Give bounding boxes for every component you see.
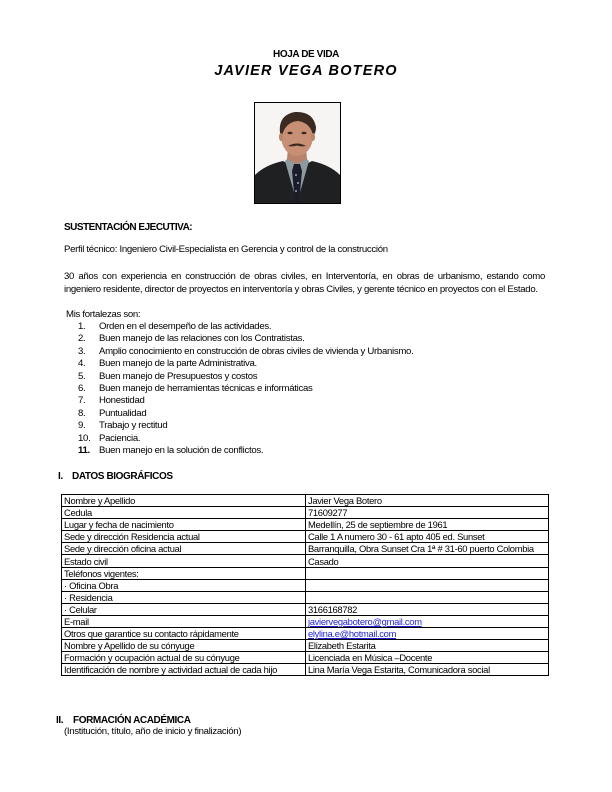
strength-text: Amplio conocimiento en construcción de obras civiles de vivienda y Urbanismo. (99, 345, 414, 357)
row-label: Sede y dirección Residencia actual (62, 531, 306, 543)
row-value: Medellín, 25 de septiembre de 1961 (305, 519, 548, 531)
strength-item (78, 445, 413, 457)
row-label: · Celular (62, 603, 306, 615)
row-label: Nombre y Apellido de su cónyuge (62, 640, 306, 652)
row-value: Javier Vega Botero (305, 495, 548, 507)
strength-text: Buen manejo de la parte Administrativa. (99, 358, 257, 370)
row-value: 3166168782 (305, 603, 548, 615)
strength-number: 2. (78, 333, 86, 345)
strength-item (78, 371, 413, 383)
academic-heading (56, 715, 191, 726)
strength-number: 1. (78, 321, 86, 332)
strength-number: 11. (78, 444, 90, 456)
biographical-heading (58, 471, 173, 482)
row-value (305, 567, 548, 579)
row-label: Teléfonos vigentes: (62, 567, 306, 579)
table-row (62, 615, 549, 627)
document-kicker: HOJA DE VIDA (273, 49, 339, 60)
row-label: Lugar y fecha de nacimiento (62, 519, 306, 531)
strength-item (78, 395, 413, 407)
strengths-title: Mis fortalezas son: (66, 309, 141, 320)
strength-item (78, 433, 413, 445)
table-row (62, 495, 549, 507)
academic-note: (Institución, título, año de inicio y finalización) (64, 726, 242, 737)
row-value: Barranquilla, Obra Sunset Cra 1ª # 31-60 puerto Colombia (305, 543, 548, 555)
row-label: Cedula (62, 507, 306, 519)
strength-number: 3. (78, 345, 86, 357)
table-row (62, 555, 549, 567)
row-label: Otros que garantice su contacto rápidamente (62, 628, 306, 640)
strength-number: 9. (78, 420, 86, 432)
row-label: Estado civil (62, 555, 306, 567)
row-label: · Residencia (62, 591, 306, 603)
strength-item (78, 383, 413, 395)
row-value: 71609277 (305, 507, 548, 519)
strength-number: 5. (78, 370, 86, 382)
table-row (62, 567, 549, 579)
executive-summary-heading: SUSTENTACIÓN EJECUTIVA: (64, 222, 193, 233)
table-row (62, 652, 549, 664)
experience-line-1: 30 años con experiencia en construcción de obras civiles, en Interventoría, en obras de urbanismo, estando como (64, 271, 545, 282)
strength-text: Orden en el desempeño de las actividades. (99, 321, 272, 332)
profile-photo (254, 102, 341, 204)
table-row (62, 591, 549, 603)
technical-profile: Perfil técnico: Ingeniero Civil-Especialista en Gerencia y control de la construcción (64, 244, 388, 255)
row-value: Calle 1 A numero 30 - 61 apto 405 ed. Sunset (305, 531, 548, 543)
strength-text: Paciencia. (99, 432, 141, 444)
strength-text: Trabajo y rectitud (99, 420, 168, 432)
biographical-table (61, 494, 549, 676)
strength-item (78, 408, 413, 420)
strength-text: Buen manejo en la solución de conflictos. (99, 444, 264, 456)
strength-text: Buen manejo de Presupuestos y costos (99, 370, 258, 382)
strength-item (78, 321, 413, 333)
strength-text: Honestidad (99, 395, 145, 407)
strength-item (78, 420, 413, 432)
section-title: FORMACIÓN ACADÉMICA (73, 715, 191, 726)
strength-text: Puntualidad (99, 407, 147, 419)
table-row (62, 579, 549, 591)
portrait-image (255, 103, 340, 203)
row-label: Formación y ocupación actual de su cónyuge (62, 652, 306, 664)
section-number: II. (56, 715, 64, 726)
strength-text: Buen manejo de las relaciones con los Contratistas. (99, 333, 305, 345)
experience-line-2: ingeniero residente, director de proyectos en interventoría y obras Civiles, y gerente técnico en proyectos con el Estado. (64, 283, 538, 295)
table-row (62, 531, 549, 543)
row-label: Identificación de nombre y actividad actual de cada hijo (62, 664, 306, 676)
table-row (62, 507, 549, 519)
row-label: E-mail (62, 615, 306, 627)
strength-number: 7. (78, 395, 86, 407)
strength-item (78, 346, 413, 358)
row-value (305, 615, 548, 627)
strength-number: 10. (78, 432, 91, 444)
section-number: I. (58, 471, 63, 482)
row-label: · Oficina Obra (62, 579, 306, 591)
candidate-name-title: JAVIER VEGA BOTERO (214, 63, 398, 79)
table-row (62, 664, 549, 676)
row-value (305, 591, 548, 603)
table-row (62, 640, 549, 652)
alternate-email-link[interactable]: elylina.e@hotmail.com (307, 628, 397, 640)
strength-number: 8. (78, 407, 86, 419)
row-value: Lina María Vega Estarita, Comunicadora social (305, 664, 548, 676)
row-label: Sede y dirección oficina actual (62, 543, 306, 555)
table-row (62, 628, 549, 640)
table-row (62, 543, 549, 555)
section-title: DATOS BIOGRÁFICOS (72, 471, 173, 482)
strength-number: 4. (78, 358, 86, 370)
strength-text: Buen manejo de herramientas técnicas e informáticas (99, 382, 313, 394)
row-value (305, 579, 548, 591)
email-link[interactable]: javiervegabotero@gmail.com (307, 615, 422, 627)
strength-item (78, 358, 413, 370)
strength-number: 6. (78, 382, 86, 394)
row-label: Nombre y Apellido (62, 495, 306, 507)
strengths-list (78, 321, 413, 457)
row-value: Licenciada en Música –Docente (305, 652, 548, 664)
row-value: Casado (305, 555, 548, 567)
strength-item (78, 333, 413, 345)
row-value (305, 628, 548, 640)
row-value: Elizabeth Estarita (305, 640, 548, 652)
table-row (62, 519, 549, 531)
table-row (62, 603, 549, 615)
